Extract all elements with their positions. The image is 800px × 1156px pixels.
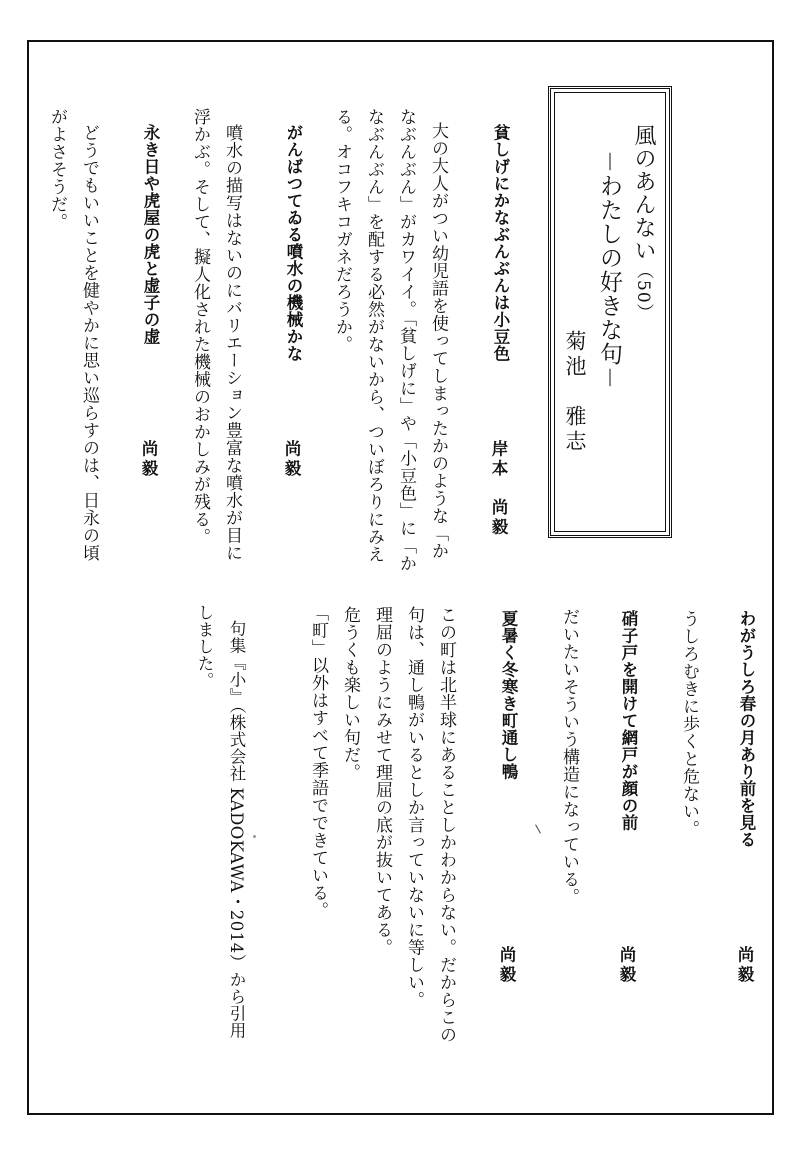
haiku-4: わがうしろ春の月あり前を見る bbox=[737, 610, 756, 848]
poet-1: 岸本 尚毅 bbox=[489, 440, 508, 538]
comment-6-line-1: この町は北半球にあることしかわからない。だからこの bbox=[436, 606, 456, 1044]
column-number: （50） bbox=[633, 262, 653, 322]
comment-6-line-3: 理屈のようにみせて理屈の底が抜いてある。 bbox=[372, 606, 392, 956]
poet-5: 尚毅 bbox=[617, 946, 636, 985]
comment-6-line-4: 危うくも楽しい句だ。 bbox=[340, 606, 360, 781]
comment-1-line-4: る。オコフキコガネだろうか。 bbox=[332, 108, 352, 353]
haiku-1: 貧しげにかなぶんぶんは小豆色 bbox=[491, 124, 510, 362]
comment-2-line-2: 浮かぶ。そして、擬人化された機械のおかしみが残る。 bbox=[190, 108, 210, 546]
comment-1-line-3: なぶんぶん」を配する必然がないから、ついぼろりにみえ bbox=[364, 108, 384, 563]
haiku-5: 硝子戸を開けて網戸が顔の前 bbox=[619, 610, 638, 831]
haiku-3: 永き日や虎屋の虎と虚子の虚 bbox=[141, 124, 160, 345]
column-author: 菊池 雅志 bbox=[563, 330, 587, 455]
column-title-text: 風のあんない bbox=[631, 124, 656, 262]
citation-line-2: しました。 bbox=[195, 604, 214, 689]
column-title bbox=[628, 124, 659, 322]
comment-3-line-1: どうでもいいことを健やかに思い巡らすのは、日永の頃 bbox=[79, 124, 99, 562]
haiku-6: 夏暑く冬寒き町通し鴨 bbox=[499, 610, 518, 780]
citation-line-1: 句集『小』（株式会社 KADOKAWA・2014）から引用 bbox=[227, 620, 246, 1039]
comment-3-line-2: がよさそうだ。 bbox=[47, 108, 67, 231]
column-subtitle: －わたしの好きな句－ bbox=[596, 150, 622, 390]
poet-3: 尚毅 bbox=[139, 440, 158, 479]
comment-1-line-1: 大の大人がつい幼児語を使ってしまったかのような「か bbox=[428, 122, 448, 560]
comment-5-line-1: だいたいそういう構造になっている。 bbox=[559, 608, 579, 906]
comment-4-line-1: うしろむきに歩くと危ない。 bbox=[679, 610, 699, 838]
poet-4: 尚毅 bbox=[735, 946, 754, 985]
comment-6-line-5: 「町」以外はすべて季語でできている。 bbox=[308, 604, 328, 919]
poet-2: 尚毅 bbox=[282, 440, 301, 479]
stray-dot bbox=[253, 835, 256, 838]
poet-6: 尚毅 bbox=[497, 946, 516, 985]
haiku-2: がんばつてゐる噴水の機械かな bbox=[284, 124, 303, 362]
comment-1-line-2: なぶんぶん」がカワイイ。「貧しげに」や「小豆色」に「か bbox=[396, 108, 416, 572]
comment-2-line-1: 噴水の描写はないのにバリエーション豊富な噴水が目に bbox=[222, 124, 242, 562]
comment-6-line-2: 句は、通し鴨がいるとしか言っていないに等しい。 bbox=[404, 606, 424, 1009]
